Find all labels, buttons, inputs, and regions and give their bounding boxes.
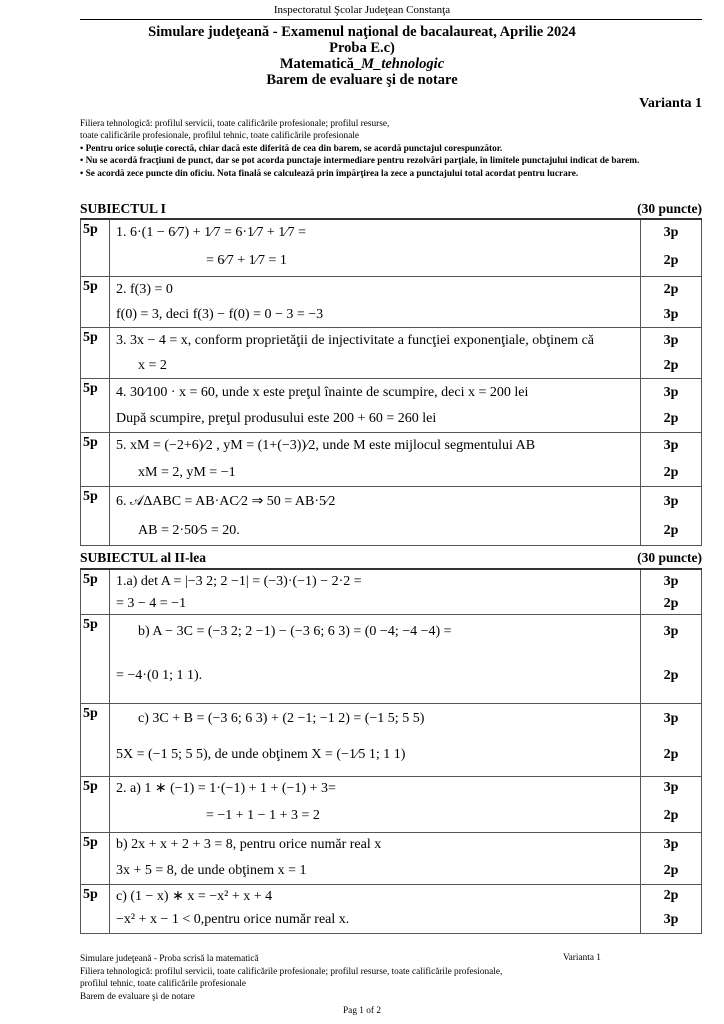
solution-line: f(0) = 3, deci f(3) − f(0) = 0 − 3 = −3 [116, 306, 324, 322]
solution-line: 2. a) 1 ∗ (−1) = 1·(−1) + 1 + (−1) + 3= [116, 780, 336, 796]
table-row [81, 277, 702, 328]
solution [110, 569, 641, 615]
partial-score: 2p [663, 464, 679, 480]
solution-line: 5X = (−1 5; 5 5), de unde obţinem X = (−1⁄5 1; 1 1) [116, 747, 406, 762]
table-row [81, 379, 702, 433]
table-row [81, 615, 702, 704]
item-points: 5p [81, 328, 110, 379]
partial-score: 2p [663, 357, 679, 373]
partial-scores [641, 328, 702, 379]
footer: Simulare judeţeană - Proba scrisă la matematică Filiera tehnologică: profilul servicii, toate calificările profesionale; profilul resurse, toate calificările profesionale, profilul tehnic, toate calificările profesionale Barem de evaluare şi de notare [80, 954, 503, 1002]
solution [110, 277, 641, 328]
partial-scores [641, 379, 702, 433]
item-points: 5p [81, 277, 110, 328]
partial-score: 2p [663, 253, 679, 268]
section-2-table [80, 568, 702, 934]
item-points: 5p [81, 219, 110, 277]
page-number: Pag 1 of 2 [343, 1006, 381, 1016]
solution [110, 487, 641, 546]
partial-score: 3p [663, 438, 679, 453]
partial-score: 3p [663, 225, 679, 240]
partial-score: 3p [663, 711, 679, 726]
section-header-1: SUBIECTUL I (30 puncte) [80, 201, 702, 216]
partial-score: 2p [663, 668, 679, 683]
partial-scores [641, 277, 702, 328]
solution [110, 833, 641, 885]
solution-line: = 3 − 4 = −1 [116, 596, 187, 611]
footer-variant: Varianta 1 [563, 953, 601, 963]
partial-score: 2p [663, 596, 679, 611]
solution [110, 885, 641, 934]
table-row [81, 569, 702, 615]
solution [110, 433, 641, 487]
partial-score: 2p [663, 522, 679, 538]
solution-line: AB = 2·50⁄5 = 20. [138, 522, 240, 538]
table-row [81, 704, 702, 777]
partial-score: 2p [663, 862, 679, 878]
item-points: 5p [81, 569, 110, 615]
partial-scores [641, 704, 702, 777]
partial-scores [641, 219, 702, 277]
solution-line: c) (1 − x) ∗ x = −x² + x + 4 [116, 888, 273, 904]
solution-line: 5. xM = (−2+6)⁄2 , yM = (1+(−3))⁄2, unde M este mijlocul segmentului AB [116, 438, 536, 453]
partial-scores [641, 885, 702, 934]
section-header-2: SUBIECTUL al II-lea (30 puncte) [80, 550, 702, 565]
section-1-table [80, 218, 702, 546]
solution-line: −x² + x − 1 < 0,pentru orice număr real x. [116, 912, 350, 927]
solution-line: b) 2x + x + 2 + 3 = 8, pentru orice număr real x [116, 837, 382, 852]
table-row [81, 777, 702, 833]
solution-line: = −1 + 1 − 1 + 3 = 2 [206, 807, 320, 823]
partial-scores [641, 433, 702, 487]
item-points: 5p [81, 615, 110, 704]
item-points: 5p [81, 885, 110, 934]
solution-line: = −4·(0 1; 1 1). [116, 668, 203, 683]
item-points: 5p [81, 379, 110, 433]
solution-line: b) A − 3C = (−3 2; 2 −1) − (−3 6; 6 3) = (0 −4; −4 −4) = [138, 624, 452, 639]
proba: Proba E.c) [329, 40, 395, 56]
table-row [81, 328, 702, 379]
subject-line: Matematică_M_tehnologic [279, 56, 445, 72]
variant: Varianta 1 [639, 96, 702, 111]
partial-score: 2p [663, 747, 679, 762]
partial-score: 2p [663, 807, 679, 823]
institution: Inspectoratul Şcolar Judeţean Constanţa [273, 4, 451, 16]
solution-line: 3x + 5 = 8, de unde obţinem x = 1 [116, 862, 307, 878]
solution-line: = 6⁄7 + 1⁄7 = 1 [206, 253, 287, 268]
item-points: 5p [81, 487, 110, 546]
solution [110, 219, 641, 277]
partial-scores [641, 487, 702, 546]
item-points: 5p [81, 433, 110, 487]
partial-score: 2p [663, 888, 679, 903]
partial-score: 3p [663, 912, 679, 927]
table-row [81, 885, 702, 934]
partial-score: 3p [663, 780, 679, 795]
solution-line: 2. f(3) = 0 [116, 281, 173, 297]
partial-scores [641, 833, 702, 885]
partial-score: 3p [663, 384, 679, 400]
solution [110, 704, 641, 777]
partial-scores [641, 569, 702, 615]
table-row [81, 219, 702, 277]
solution-line: 4. 30⁄100 · x = 60, unde x este preţul înainte de scumpire, deci x = 200 lei [116, 384, 529, 400]
table-row [81, 433, 702, 487]
partial-score: 3p [663, 624, 679, 639]
bullet: • Se acordă zece puncte din oficiu. Nota finală se calculează prin împărţirea la zece a punctajului total acordat pentru lucrare. [80, 168, 579, 179]
doc-title: Simulare judeţeană - Examenul naţional de bacalaureat, Aprilie 2024 [148, 24, 576, 40]
partial-score: 2p [663, 281, 679, 297]
solution-line: x = 2 [138, 357, 167, 373]
solution-line: c) 3C + B = (−3 6; 6 3) + (2 −1; −1 2) = (−1 5; 5 5) [138, 711, 425, 726]
bullet: • Nu se acordă fracţiuni de punct, dar se pot acorda punctaje intermediare pentru rezolvări parţiale, în limitele punctajului indicat de barem. [80, 156, 640, 167]
solution [110, 379, 641, 433]
solution [110, 615, 641, 704]
item-points: 5p [81, 777, 110, 833]
partial-score: 3p [663, 837, 679, 852]
barem-title: Barem de evaluare şi de notare [266, 72, 458, 88]
solution-line: 1.a) det A = |−3 2; 2 −1| = (−3)·(−1) − 2·2 = [116, 574, 362, 589]
solution [110, 777, 641, 833]
table-row [81, 833, 702, 885]
partial-score: 3p [663, 332, 679, 348]
item-points: 5p [81, 833, 110, 885]
partial-score: 3p [663, 574, 679, 589]
partial-scores [641, 777, 702, 833]
table-row [81, 487, 702, 546]
bullet: • Pentru orice soluţie corectă, chiar dacă este diferită de cea din barem, se acordă punctajul corespunzător. [80, 143, 503, 154]
solution-line: După scumpire, preţul produsului este 200 + 60 = 260 lei [116, 411, 437, 426]
solution [110, 328, 641, 379]
solution-line: 1. 6·(1 − 6⁄7) + 1⁄7 = 6·1⁄7 + 1⁄7 = [116, 225, 306, 240]
item-points: 5p [81, 704, 110, 777]
solution-line: 6. 𝒜ΔABC = AB·AC⁄2 ⇒ 50 = AB·5⁄2 [116, 494, 336, 509]
partial-score: 3p [663, 306, 679, 322]
partial-score: 2p [663, 411, 679, 426]
partial-scores [641, 615, 702, 704]
solution-line: xM = 2, yM = −1 [138, 464, 236, 480]
solution-line: 3. 3x − 4 = x, conform proprietăţii de injectivitate a funcţiei exponenţiale, obţinem că [116, 332, 595, 348]
header-divider [80, 19, 702, 20]
instructions: Filiera tehnologică: profilul servicii, toate calificările profesionale; profilul resurse, toate calificările profesionale, profilul tehnic, toate calificările profesionale • Pentru orice soluţie corectă, chiar dacă este diferită de cea din barem, se acordă punctajul corespunzător. • Nu se acordă fracţiuni de punct, dar se pot acorda punctaje intermediare pentru rezolvări parţiale, în limitele punctajului indicat de barem. • Se acordă zece puncte din oficiu. Nota finală se calculează prin împărţirea la zece a punctajului total acordat pentru lucrare. [80, 118, 710, 180]
partial-score: 3p [663, 493, 679, 509]
